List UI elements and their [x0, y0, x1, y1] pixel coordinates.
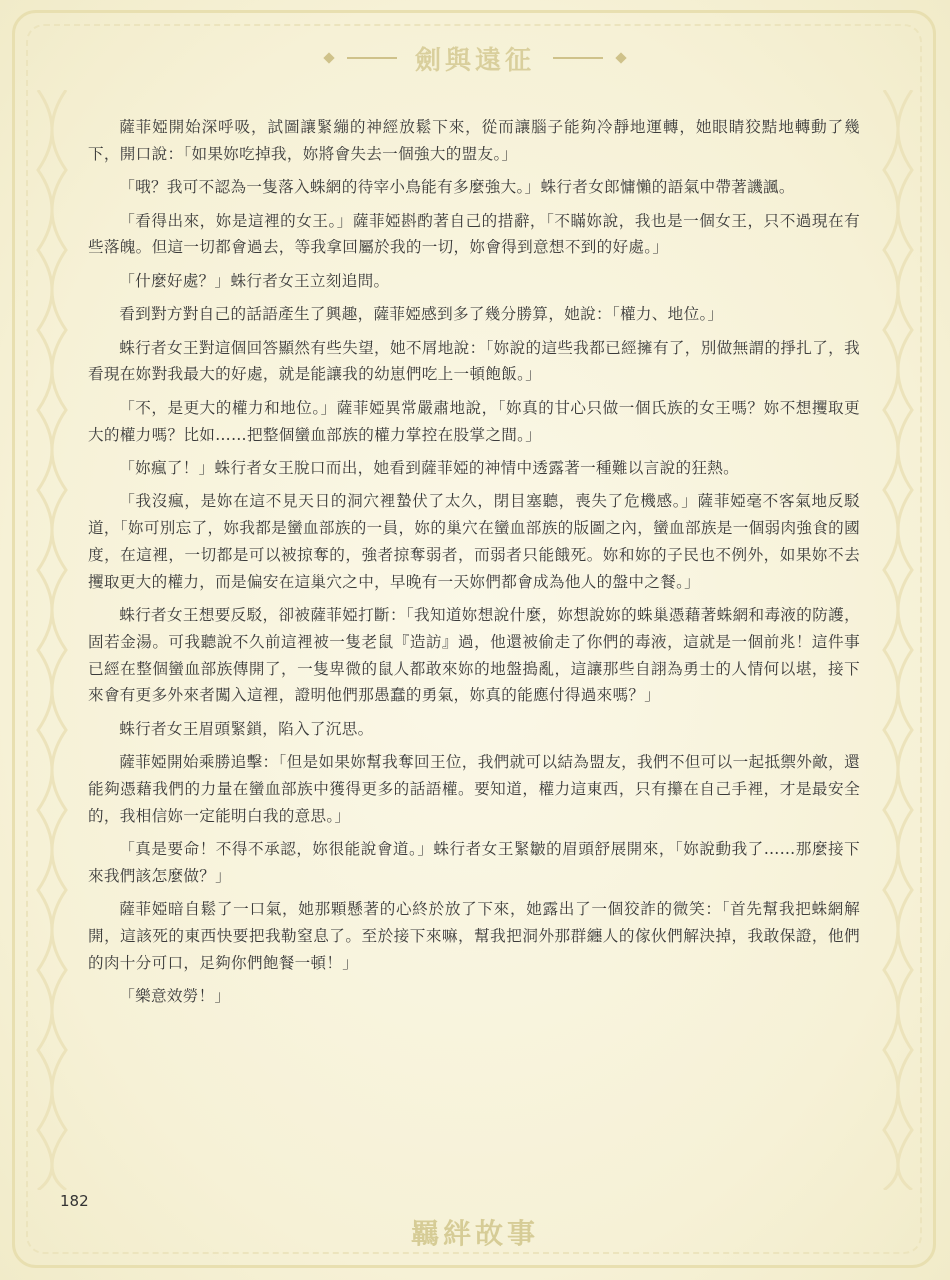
paragraph: 看到對方對自己的話語產生了興趣，薩菲婭感到多了幾分勝算，她說：「權力、地位。」 — [119, 305, 724, 324]
paragraph: 薩菲婭開始乘勝追擊：「但是如果妳幫我奪回王位，我們就可以結為盟友，我們不但可以一起抵禦外敵，還能夠憑藉我們的力量在蠻血部族中獲得更多的話語權。要知道，權力這東西，只有攥在自己手裡，才是最安全的，我相信妳一定能明白我的意思。」 — [88, 753, 860, 825]
story-body — [88, 114, 860, 1017]
celtic-knot-left-ornament — [30, 90, 74, 1190]
celtic-knot-right-ornament — [876, 90, 920, 1190]
header-diamond-left — [323, 52, 334, 63]
header-diamond-right — [615, 52, 626, 63]
paragraph: 蛛行者女王想要反駁，卻被薩菲婭打斷：「我知道妳想說什麼，妳想說妳的蛛巢憑藉著蛛網和毒液的防護，固若金湯。可我聽說不久前這裡被一隻老鼠『造訪』過，他還被偷走了你們的毒液，這就是一個前兆！這件事已經在整個蠻血部族傳開了，一隻卑微的鼠人都敢來妳的地盤搗亂，這讓那些自詡為勇士的人情何以堪，接下來會有更多外來者闖入這裡，證明他們那愚蠢的勇氣，妳真的能應付得過來嗎？」 — [88, 606, 860, 705]
header-title: 劍與遠征 — [414, 45, 535, 76]
paragraph: 薩菲婭開始深呼吸，試圖讓緊繃的神經放鬆下來，從而讓腦子能夠冷靜地運轉，她眼睛狡黠地轉動了幾下，開口說：「如果妳吃掉我，妳將會失去一個強大的盟友。」 — [88, 118, 860, 163]
page-number: 182 — [60, 1192, 89, 1210]
paragraph: 蛛行者女王眉頭緊鎖，陷入了沉思。 — [119, 719, 374, 738]
paragraph: 「看得出來，妳是這裡的女王。」薩菲婭斟酌著自己的措辭，「不瞞妳說，我也是一個女王，只不過現在有些落魄。但這一切都會過去，等我拿回屬於我的一切，妳會得到意想不到的好處。」 — [88, 211, 860, 257]
paragraph: 「什麼好處？」蛛行者女王立刻追問。 — [119, 271, 390, 290]
paragraph: 「真是要命！不得不承認，妳很能說會道。」蛛行者女王緊皺的眉頭舒展開來，「妳說動我了……那麼接下來我們該怎麼做？」 — [88, 840, 860, 886]
footer-title: 羈絆故事 — [410, 1217, 539, 1250]
page-header — [0, 38, 950, 78]
paragraph: 「哦？我可不認為一隻落入蛛網的待宰小鳥能有多麼強大。」蛛行者女郎慵懶的語氣中帶著譏諷。 — [119, 178, 795, 197]
paragraph: 「不，是更大的權力和地位。」薩菲婭異常嚴肅地說，「妳真的甘心只做一個氏族的女王嗎？妳不想攫取更大的權力嗎？比如……把整個蠻血部族的權力掌控在股掌之間。」 — [88, 398, 860, 444]
paragraph: 「我沒瘋，是妳在這不見天日的洞穴裡蟄伏了太久，閉目塞聽，喪失了危機感。」薩菲婭毫不客氣地反駁道，「妳可別忘了，妳我都是蠻血部族的一員，妳的巢穴在蠻血部族的版圖之內，蠻血部族是一個弱肉強食的國度，在這裡，一切都是可以被掠奪的，強者掠奪弱者，而弱者只能餓死。妳和妳的子民也不例外，如果妳不去攫取更大的權力，而是偏安在這巢穴之中，早晚有一天妳們都會成為他人的盤中之餐。」 — [88, 492, 860, 591]
paragraph: 蛛行者女王對這個回答顯然有些失望，她不屑地說：「妳說的這些我都已經擁有了，別做無謂的掙扎了，我看現在妳對我最大的好處，就是能讓我的幼崽們吃上一頓飽飯。」 — [88, 338, 860, 384]
paragraph: 「妳瘋了！」蛛行者女王脫口而出，她看到薩菲婭的神情中透露著一種難以言說的狂熱。 — [119, 458, 740, 477]
paragraph: 薩菲婭暗自鬆了一口氣，她那顆懸著的心終於放了下來，她露出了一個狡詐的微笑：「首先幫我把蛛網解開，這該死的東西快要把我勒窒息了。至於接下來嘛，幫我把洞外那群纏人的傢伙們解決掉，我敢保證，他們的肉十分可口，足夠你們飽餐一頓！」 — [88, 900, 860, 973]
header-rule-right — [553, 57, 603, 59]
paragraph: 「樂意效勞！」 — [119, 987, 231, 1006]
header-rule-left — [347, 57, 397, 59]
